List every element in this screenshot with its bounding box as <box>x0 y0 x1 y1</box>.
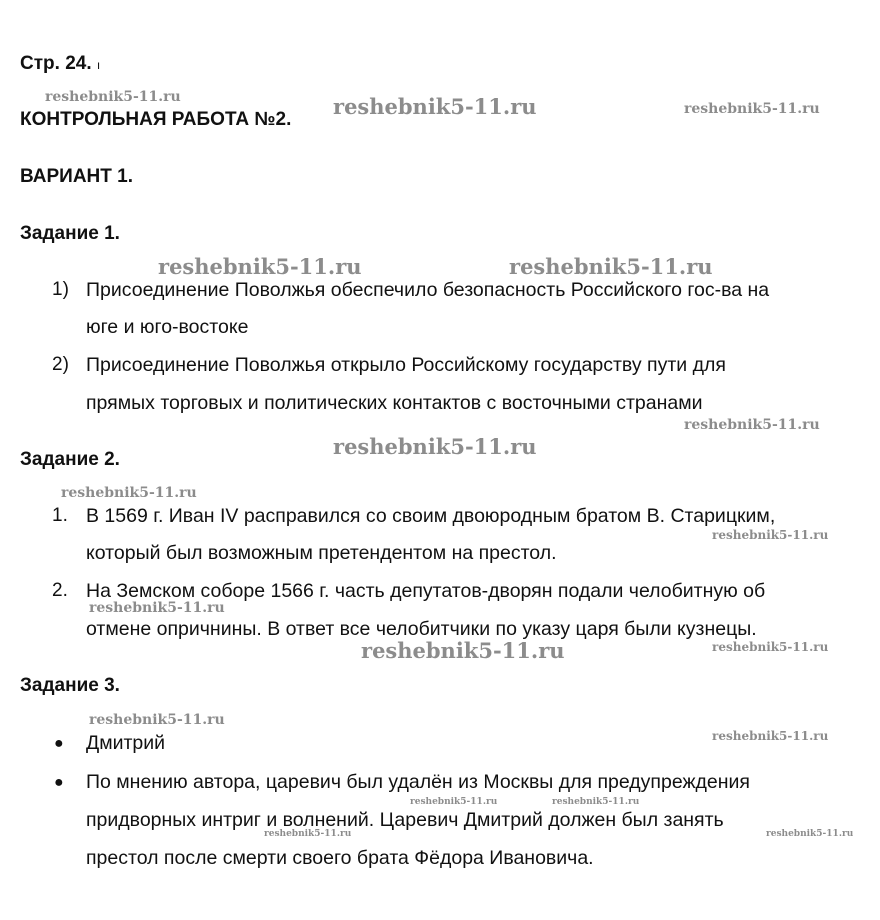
watermark: reshebnik5-11.ru <box>552 797 640 807</box>
list-item-line: который был возможным претендентом на престол. <box>86 542 557 564</box>
bullet-icon: ● <box>54 774 64 791</box>
list-marker: 2. <box>52 580 68 601</box>
watermark: reshebnik5-11.ru <box>264 829 352 839</box>
list-item-line: юге и юго-востоке <box>86 316 249 338</box>
watermark: reshebnik5-11.ru <box>684 101 820 117</box>
watermark: reshebnik5-11.ru <box>712 729 829 743</box>
page-title: КОНТРОЛЬНАЯ РАБОТА №2. <box>20 109 292 130</box>
watermark: reshebnik5-11.ru <box>45 89 181 105</box>
watermark: reshebnik5-11.ru <box>361 638 565 663</box>
variant-heading: ВАРИАНТ 1. <box>20 166 133 187</box>
task-3-heading: Задание 3. <box>20 675 120 696</box>
watermark: reshebnik5-11.ru <box>684 417 820 433</box>
page-number: Стр. 24. ı <box>20 53 101 74</box>
watermark: reshebnik5-11.ru <box>158 254 362 279</box>
watermark: reshebnik5-11.ru <box>61 485 197 501</box>
list-marker: 2) <box>52 354 69 375</box>
watermark: reshebnik5-11.ru <box>509 254 713 279</box>
task-1-heading: Задание 1. <box>20 223 120 244</box>
watermark: reshebnik5-11.ru <box>333 94 537 119</box>
watermark: reshebnik5-11.ru <box>333 434 537 459</box>
list-item-line: Присоединение Поволжья обеспечило безопасность Российского гос-ва на <box>86 279 770 301</box>
list-item-line: прямых торговых и политических контактов с восточными странами <box>86 392 703 414</box>
list-item-line: престол после смерти своего брата Фёдора Ивановича. <box>86 847 594 869</box>
watermark: reshebnik5-11.ru <box>712 528 829 542</box>
watermark: reshebnik5-11.ru <box>89 712 225 728</box>
list-item-line: По мнению автора, царевич был удалён из Москвы для предупреждения <box>86 771 750 793</box>
watermark: reshebnik5-11.ru <box>410 797 498 807</box>
list-item-line: В 1569 г. Иван IV расправился со своим двоюродным братом В. Старицким, <box>86 505 776 527</box>
task-2-heading: Задание 2. <box>20 449 120 470</box>
list-item-line: На Земском соборе 1566 г. часть депутатов-дворян подали челобитную об <box>86 580 766 602</box>
list-marker: 1) <box>52 279 69 300</box>
list-marker: 1. <box>52 505 68 526</box>
list-item-line: Дмитрий <box>86 732 166 754</box>
watermark: reshebnik5-11.ru <box>89 600 225 616</box>
watermark: reshebnik5-11.ru <box>766 829 854 839</box>
list-item-line: Присоединение Поволжья открыло Российскому государству пути для <box>86 354 726 376</box>
bullet-icon: ● <box>54 735 64 752</box>
list-item-line: придворных интриг и волнений. Царевич Дмитрий должен был занять <box>86 809 724 831</box>
list-item-line: отмене опричнины. В ответ все челобитчики по указу царя были кузнецы. <box>86 618 757 640</box>
watermark: reshebnik5-11.ru <box>712 640 829 654</box>
